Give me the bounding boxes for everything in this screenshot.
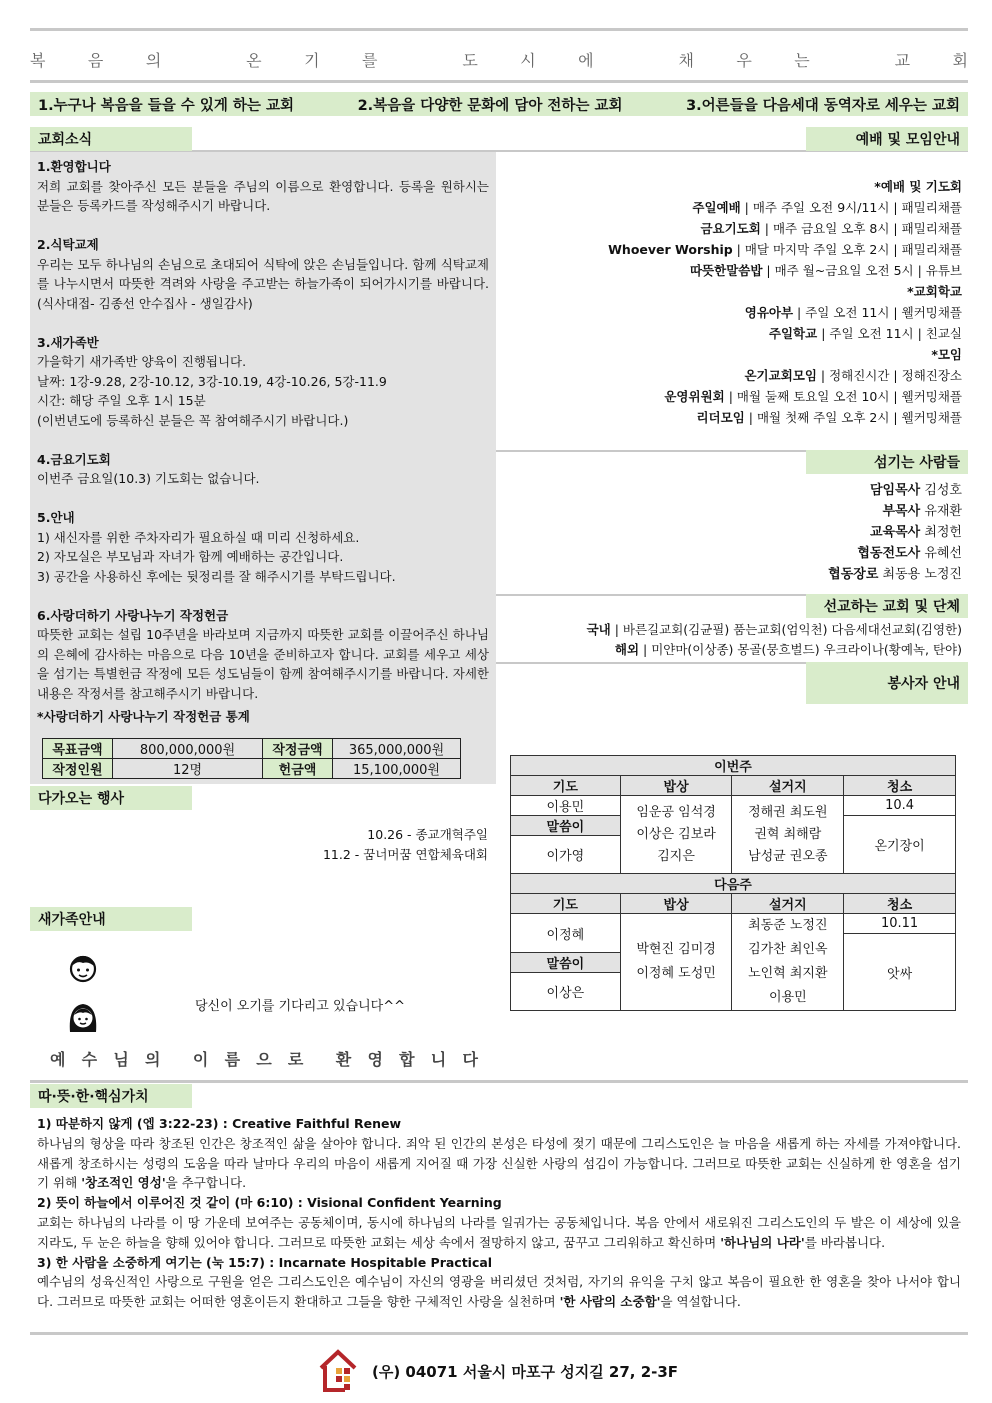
servant-role: 협동전도사 xyxy=(857,546,921,561)
table-cell: 365,000,000원 xyxy=(333,739,461,759)
table-cell: 15,100,000원 xyxy=(333,759,461,779)
welcome-char: 로 xyxy=(287,1050,304,1069)
dish-cell xyxy=(732,796,844,874)
news-body: 이번주 금요일(10.3) 기도회는 없습니다. xyxy=(37,471,260,486)
news-body: 저희 교회를 찾아주신 모든 분들을 주님의 이름으로 환영합니다. 등록을 원하시는 분들은 등록카드를 작성해주시기 바랍니다. xyxy=(37,178,489,213)
value-title: 3) 한 사람을 소중하게 여기는 (눅 15:7) : Incarnate Hospitable Practical xyxy=(37,1254,493,1270)
motto-char: 우 xyxy=(736,51,752,70)
worship-name: 온기교회모임 xyxy=(744,368,817,383)
col-dish: 설거지 xyxy=(732,894,844,914)
servant-name: 최동용 노정진 xyxy=(878,567,962,582)
goal-2: 2.복음을 다양한 문화에 담아 전하는 교회 xyxy=(357,97,623,114)
news-line: (이번년도에 등록하신 분들은 꼭 참여해주시기 바랍니다.) xyxy=(37,412,349,428)
table-row xyxy=(43,739,461,759)
value-text: 을 역설합니다. xyxy=(660,1294,741,1310)
tab-events: 다가오는 행사 xyxy=(30,786,192,810)
goal-3: 3.어른들을 다음세대 동역자로 세우는 교회 xyxy=(686,97,960,114)
dish-name: 정해권 최도원 xyxy=(748,804,828,820)
church-address: (우) 04071 서울시 마포구 성지길 27, 2-3F xyxy=(372,1362,679,1381)
welcome-char: 예 xyxy=(50,1050,66,1069)
events-list xyxy=(188,825,488,865)
worship-name: 영유아부 xyxy=(744,305,794,320)
word-cell: 이가영 xyxy=(511,836,621,874)
motto-char: 는 xyxy=(794,51,810,70)
motto-char: 의 xyxy=(145,51,162,70)
table-row xyxy=(511,756,956,776)
table-cell: 작정인원 xyxy=(43,759,113,779)
goal-1: 1.누구나 복음을 들을 수 있게 하는 교회 xyxy=(38,97,294,114)
worship-schedule xyxy=(502,176,962,428)
news-line: 1) 새신자를 위한 주차자리가 필요하실 때 미리 신청하세요. xyxy=(37,529,360,545)
table-cell: 12명 xyxy=(113,759,263,779)
servant-item xyxy=(662,501,962,522)
motto-char: 도 xyxy=(462,51,478,70)
meal-name: 이상은 김보라 xyxy=(636,826,716,842)
tab-news: 교회소식 xyxy=(30,127,192,151)
worship-detail: | 매월 둘째 토요일 오전 10시 | 웰커밍채플 xyxy=(724,389,962,404)
worship-category: *예배 및 기도회 xyxy=(874,179,962,194)
dish-name: 남성균 권오종 xyxy=(748,848,828,864)
news-line: 날짜: 1강-9.28, 2강-10.12, 3강-10.19, 4강-10.26, 5강-11.9 xyxy=(37,373,387,389)
welcome-char: 환 xyxy=(335,1050,352,1069)
worship-name: 따뜻한말씀밥 xyxy=(689,263,763,278)
meal-name: 박현진 김미경 xyxy=(636,942,716,957)
meal-cell xyxy=(620,914,732,1011)
mission-item xyxy=(502,620,962,640)
worship-item xyxy=(502,197,962,218)
missions-list xyxy=(502,620,962,660)
motto-char: 회 xyxy=(952,51,968,70)
news-body: 우리는 모두 하나님의 손님으로 초대되어 식탁에 앉은 손님들입니다. 함께 식탁교제를 나누시면서 따뜻한 격려와 사랑을 주고받는 하늘가족이 되어가시기를 바랍니다. (식사대접- 김종선 안수집사 - 생일감사) xyxy=(37,256,489,311)
worship-name: 금요기도회 xyxy=(700,221,761,236)
meal-name: 김지은 xyxy=(657,848,695,864)
worship-item xyxy=(502,386,962,407)
footer xyxy=(318,1348,698,1394)
worship-detail: | 매달 마지막 주일 오후 2시 | 패밀리채플 xyxy=(732,242,962,257)
word-cell: 이상은 xyxy=(511,973,621,1011)
news-item xyxy=(37,235,489,313)
news-title: 1.환영합니다 xyxy=(37,159,111,174)
worship-item xyxy=(502,323,962,344)
dish-name: 노인혁 최지환 xyxy=(748,966,828,981)
motto-char: 음 xyxy=(87,51,104,70)
mission-label: 해외 xyxy=(614,642,640,657)
servant-role: 담임목사 xyxy=(869,483,921,498)
volunteer-table xyxy=(510,755,956,1011)
col-meal: 밥상 xyxy=(620,894,732,914)
servants-list xyxy=(662,480,962,585)
pledge-title: *사랑더하기 사랑나누기 작정헌금 통계 xyxy=(37,709,250,724)
servant-item xyxy=(662,543,962,564)
prayer-cell: 이정혜 xyxy=(511,914,621,953)
dish-name: 김가찬 최인옥 xyxy=(748,942,828,957)
servant-role: 교육목사 xyxy=(869,525,921,540)
worship-name: Whoever Worship xyxy=(608,242,733,257)
servant-item xyxy=(662,480,962,501)
motto-char: 채 xyxy=(678,51,694,70)
news-line: 2) 자모실은 부모님과 자녀가 함께 예배하는 공간입니다. xyxy=(37,549,344,564)
welcome-char: 름 xyxy=(224,1050,241,1069)
dish-cell xyxy=(732,914,844,1011)
table-row xyxy=(511,874,956,894)
worship-name: 주일학교 xyxy=(768,326,818,341)
worship-detail: | 정해진시간 | 정해진장소 xyxy=(816,368,962,383)
value-body xyxy=(37,1272,961,1312)
value-body xyxy=(37,1213,961,1253)
tab-worship: 예배 및 모임안내 xyxy=(806,127,968,151)
table-cell: 작정금액 xyxy=(263,739,333,759)
mission-detail: | 바른길교회(김균필) 품는교회(엄익천) 다음세대선교회(김영한) xyxy=(610,622,962,637)
col-clean: 청소 xyxy=(844,894,956,914)
col-meal: 밥상 xyxy=(620,776,732,796)
worship-detail: | 매월 첫째 주일 오후 2시 | 웰커밍채플 xyxy=(744,410,962,425)
worship-detail: | 매주 금요일 오후 8시 | 패밀리채플 xyxy=(760,221,962,236)
motto-char: 복 xyxy=(30,51,46,70)
welcome-char: 영 xyxy=(367,1050,383,1069)
welcome-banner xyxy=(50,1047,478,1070)
value-strong: '창조적인 영성' xyxy=(81,1175,166,1191)
mission-label: 국내 xyxy=(586,622,611,637)
value-text: 하나님의 형상을 따라 창조된 인간은 창조적인 삶을 살아야 합니다. 죄악 된 인간의 본성은 타성에 젖기 때문에 그리스도인은 늘 마음을 새롭게 하는 자세를 가져야합니다. 새롭게 창조하시는 성령의 도움을 따라 날마다 우리의 마음이 새롭게 지어질 때 가장 신실한 사랑의 섬김이 가능합니다. 그러므로 따뜻한 교회는 신실하게 한 영혼을 섬기기 위해 xyxy=(37,1135,961,1191)
welcome-char: 니 xyxy=(430,1050,447,1069)
motto-char: 에 xyxy=(578,51,594,70)
clean-date: 10.11 xyxy=(844,914,956,934)
table-row xyxy=(511,796,956,816)
dish-name: 이용민 xyxy=(768,990,807,1005)
news-title: 2.식탁교제 xyxy=(37,237,99,252)
news-item xyxy=(37,333,489,431)
clean-cell: 온기장이 xyxy=(844,816,956,874)
worship-item xyxy=(502,407,962,428)
value-title: 2) 뜻이 하늘에서 이루어진 것 같이 (마 6:10) : Visional Confident Yearning xyxy=(37,1195,502,1211)
worship-detail: | 매주 월~금요일 오전 5시 | 유튜브 xyxy=(762,263,962,278)
news-line: 3) 공간을 사용하신 후에는 뒷정리를 잘 해주시기를 부탁드립니다. xyxy=(37,568,396,584)
tab-missions: 선교하는 교회 및 단체 xyxy=(806,594,968,618)
motto-char: 시 xyxy=(520,51,536,70)
news-title: 5.안내 xyxy=(37,510,75,525)
motto-char: 교 xyxy=(894,51,911,70)
news-item xyxy=(37,606,489,727)
value-text: 을 추구합니다. xyxy=(165,1175,247,1191)
news-list xyxy=(37,157,489,727)
worship-item xyxy=(502,239,962,260)
tab-volunteers: 봉사자 안내 xyxy=(806,662,968,704)
tab-values: 따·뜻·한·핵심가치 xyxy=(30,1084,192,1108)
core-values xyxy=(37,1114,961,1312)
table-cell: 목표금액 xyxy=(43,739,113,759)
house-logo-icon xyxy=(318,1348,358,1394)
servant-name: 유혜선 xyxy=(920,546,962,561)
word-label: 말씀이 xyxy=(511,953,621,973)
value-text: 를 바라봅니다. xyxy=(804,1234,886,1250)
col-prayer: 기도 xyxy=(511,894,621,914)
news-line: 시간: 해당 주일 오후 1시 15분 xyxy=(37,393,206,408)
servant-role: 협동장로 xyxy=(828,567,879,582)
tab-servants: 섬기는 사람들 xyxy=(806,450,968,474)
values-rule xyxy=(30,1080,968,1083)
worship-item xyxy=(502,302,962,323)
value-strong: '한 사람의 소중함' xyxy=(559,1294,661,1310)
worship-name: 주일예배 xyxy=(692,200,741,215)
motto-char: 온 xyxy=(246,51,262,70)
news-title: 4.금요기도회 xyxy=(37,451,111,467)
worship-category: *교회학교 xyxy=(907,284,962,299)
welcome-char: 수 xyxy=(81,1050,98,1069)
table-cell: 헌금액 xyxy=(263,759,333,779)
word-label: 말씀이 xyxy=(511,816,621,836)
worship-item xyxy=(502,365,962,386)
boy-face-icon xyxy=(67,951,99,985)
value-title: 1) 따분하지 않게 (엡 3:22-23) : Creative Faithful Renew xyxy=(37,1116,402,1131)
clean-cell: 앗싸 xyxy=(844,934,956,1011)
worship-category: *모임 xyxy=(931,347,962,362)
welcome-char: 님 xyxy=(113,1050,129,1069)
church-motto xyxy=(30,48,968,71)
welcome-char: 합 xyxy=(399,1050,415,1069)
table-row xyxy=(511,894,956,914)
welcome-char: 의 xyxy=(145,1050,161,1069)
bottom-rule xyxy=(30,1332,968,1335)
news-line: 가을학기 새가족반 양육이 진행됩니다. xyxy=(37,354,247,369)
news-item xyxy=(37,450,489,489)
church-goals xyxy=(30,92,968,116)
welcome-message: 당신이 오기를 기다리고 있습니다^^ xyxy=(195,999,405,1014)
worship-item xyxy=(502,260,962,281)
meal-cell xyxy=(620,796,732,874)
servant-name: 김성호 xyxy=(920,483,962,498)
col-prayer: 기도 xyxy=(511,776,621,796)
welcome-char: 이 xyxy=(192,1050,209,1069)
news-title: 6.사랑더하기 사랑나누기 작정헌금 xyxy=(37,607,229,623)
motto-char: 기 xyxy=(304,51,320,70)
value-body xyxy=(37,1134,961,1193)
table-row xyxy=(511,914,956,934)
event-item: 10.26 - 종교개혁주일 xyxy=(367,827,488,842)
value-text: 교회는 하나님의 나라를 이 땅 가운데 보여주는 공동체이며, 동시에 하나님의 나라를 일궈가는 공동체입니다. 복음 안에서 새로워진 그리스도인의 두 발은 이 세상에 있을 지라도, 두 눈은 하늘을 향해 있어야 합니다. 그러므로 따뜻한 교회는 세상 속에서 절망하지 않고, 꿈꾸고 그리워하고 확신하며 xyxy=(37,1214,961,1250)
worship-detail: | 매주 주일 오전 9시/11시 | 패밀리채플 xyxy=(740,200,962,215)
servant-role: 부목사 xyxy=(882,504,921,519)
meal-name: 임운공 임석경 xyxy=(636,804,716,820)
news-body: 따뜻한 교회는 설립 10주년을 바라보며 지금까지 따뜻한 교회를 이끌어주신 하나님의 은혜에 감사하는 마음으로 다음 10년을 준비하고자 합니다. 교회를 세우고 세상을 섬기는 특별헌금 작정에 모든 성도님들이 함께 참여해주시기를 바랍니다. 자세한 내용은 작정서를 참고해주시기 바랍니다. xyxy=(37,627,489,701)
dish-name: 권혁 최해람 xyxy=(754,826,822,842)
girl-face-icon xyxy=(66,998,100,1034)
mission-item xyxy=(502,640,962,660)
next-week-label: 다음주 xyxy=(511,874,956,894)
tab-newfamily: 새가족안내 xyxy=(30,907,192,931)
dish-name: 최동준 노정진 xyxy=(748,918,828,933)
news-title: 3.새가족반 xyxy=(37,334,99,350)
mission-detail: | 미얀마(이상종) 몽골(뭉흐벌드) 우크라이나(황예녹, 탄야) xyxy=(639,642,962,657)
table-cell: 800,000,000원 xyxy=(113,739,263,759)
worship-item xyxy=(502,218,962,239)
motto-char: 를 xyxy=(361,51,378,70)
news-item xyxy=(37,157,489,216)
prayer-cell: 이용민 xyxy=(511,796,621,816)
welcome-char: 다 xyxy=(462,1050,478,1069)
worship-name: 운영위원회 xyxy=(664,389,725,404)
worship-detail: | 주일 오전 11시 | 친교실 xyxy=(817,326,962,341)
worship-name: 리더모임 xyxy=(696,410,745,425)
this-week-label: 이번주 xyxy=(511,756,956,776)
col-dish: 설거지 xyxy=(732,776,844,796)
servant-item xyxy=(662,522,962,543)
table-row xyxy=(511,776,956,796)
pledge-table xyxy=(42,738,461,779)
worship-detail: | 주일 오전 11시 | 웰커밍채플 xyxy=(793,305,962,320)
news-item xyxy=(37,508,489,586)
col-clean: 청소 xyxy=(844,776,956,796)
motto-rule xyxy=(30,80,968,83)
top-rule xyxy=(30,28,968,31)
servant-name: 유재환 xyxy=(920,504,962,519)
servant-name: 최정헌 xyxy=(920,525,962,540)
value-strong: '하나님의 나라' xyxy=(720,1234,805,1250)
event-item: 11.2 - 꿈너머꿈 연합체육대회 xyxy=(322,847,488,862)
clean-date: 10.4 xyxy=(844,796,956,816)
table-row xyxy=(43,759,461,779)
value-text: 예수님의 성육신적인 사랑으로 구원을 얻은 그리스도인은 예수님이 자신의 영광을 버리셨던 것처럼, 자기의 유익을 구치 않고 복음이 필요한 한 영혼을 찾아 나서야 합니다. 그러므로 따뜻한 교회는 어떠한 영혼이든지 환대하고 그들을 향한 구체적인 사랑을 실천하며 xyxy=(37,1274,961,1310)
servant-item xyxy=(662,564,962,585)
welcome-char: 으 xyxy=(256,1050,272,1069)
meal-name: 이정혜 도성민 xyxy=(636,966,716,981)
